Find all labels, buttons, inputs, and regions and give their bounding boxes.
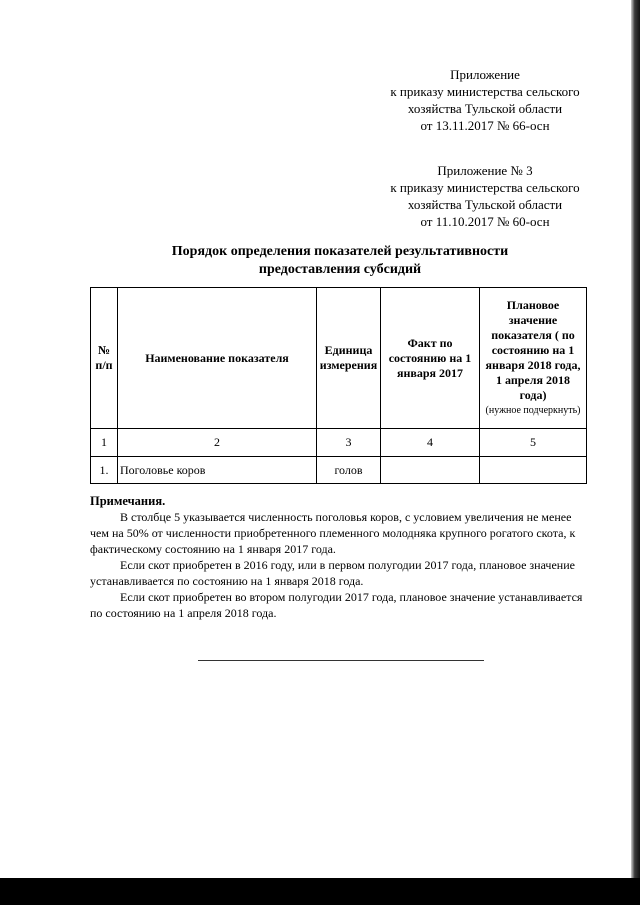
appendix-3-line: Приложение № 3	[437, 163, 533, 178]
row-plan	[480, 457, 587, 484]
header-plan-text: Плановое значение показателя ( по состоянию на 1 января 2018 года, 1 апреля 2018 года)	[485, 298, 581, 402]
header-plan-note: (нужное подчеркнуть)	[485, 405, 581, 416]
note-paragraph-3: Если скот приобретен во втором полугодии 2017 года, плановое значение устанавливается по состоянию на 1 апреля 2018 года.	[90, 590, 583, 620]
appendix-1-line: Приложение	[450, 67, 520, 82]
row-number: 1.	[91, 457, 118, 484]
column-number: 4	[381, 429, 480, 457]
document-title	[60, 243, 620, 279]
note-paragraph-2: Если скот приобретен в 2016 году, или в первом полугодии 2017 года, плановое значение устанавливается по состоянию на 1 января 2018 года.	[90, 558, 575, 588]
row-fact	[381, 457, 480, 484]
header-fact: Факт по состоянию на 1 января 2017	[381, 288, 480, 429]
appendix-1-line: к приказу министерства сельского	[390, 84, 580, 99]
header-plan	[480, 288, 587, 429]
scan-edge-bottom	[0, 878, 640, 905]
appendix-3-line: хозяйства Тульской области	[407, 197, 563, 212]
appendix-3-line: от 11.10.2017 № 60-осн	[420, 214, 550, 229]
appendix-1-line: хозяйства Тульской области	[407, 101, 563, 116]
column-number: 1	[91, 429, 118, 457]
column-number: 5	[480, 429, 587, 457]
title-line-1: Порядок определения показателей результативности	[171, 244, 509, 259]
header-number: № п/п	[91, 288, 118, 429]
appendix-header-1	[355, 66, 615, 134]
closing-divider-line	[198, 660, 484, 661]
row-indicator-name: Поголовье коров	[118, 457, 317, 484]
appendix-3-line: к приказу министерства сельского	[390, 180, 580, 195]
title-line-2: предоставления субсидий	[258, 262, 422, 277]
header-unit: Единица измерения	[317, 288, 381, 429]
indicators-table	[90, 287, 587, 484]
scan-edge-right	[631, 0, 640, 905]
table-row	[91, 457, 587, 484]
table-header-row	[91, 288, 587, 429]
column-number: 3	[317, 429, 381, 457]
note-paragraph-1: В столбце 5 указывается численность поголовья коров, с условием увеличения не менее чем на 50% от численности приобретенного племенного молодняка крупного рогатого скота, к фактическому состоянию на 1 января 2017 года.	[90, 510, 576, 556]
header-indicator-name: Наименование показателя	[118, 288, 317, 429]
notes-heading: Примечания.	[90, 494, 166, 508]
row-unit: голов	[317, 457, 381, 484]
appendix-header-3	[355, 162, 615, 230]
column-number: 2	[118, 429, 317, 457]
table-column-numbers-row	[91, 429, 587, 457]
appendix-1-line: от 13.11.2017 № 66-осн	[420, 118, 550, 133]
notes-section	[90, 493, 590, 621]
